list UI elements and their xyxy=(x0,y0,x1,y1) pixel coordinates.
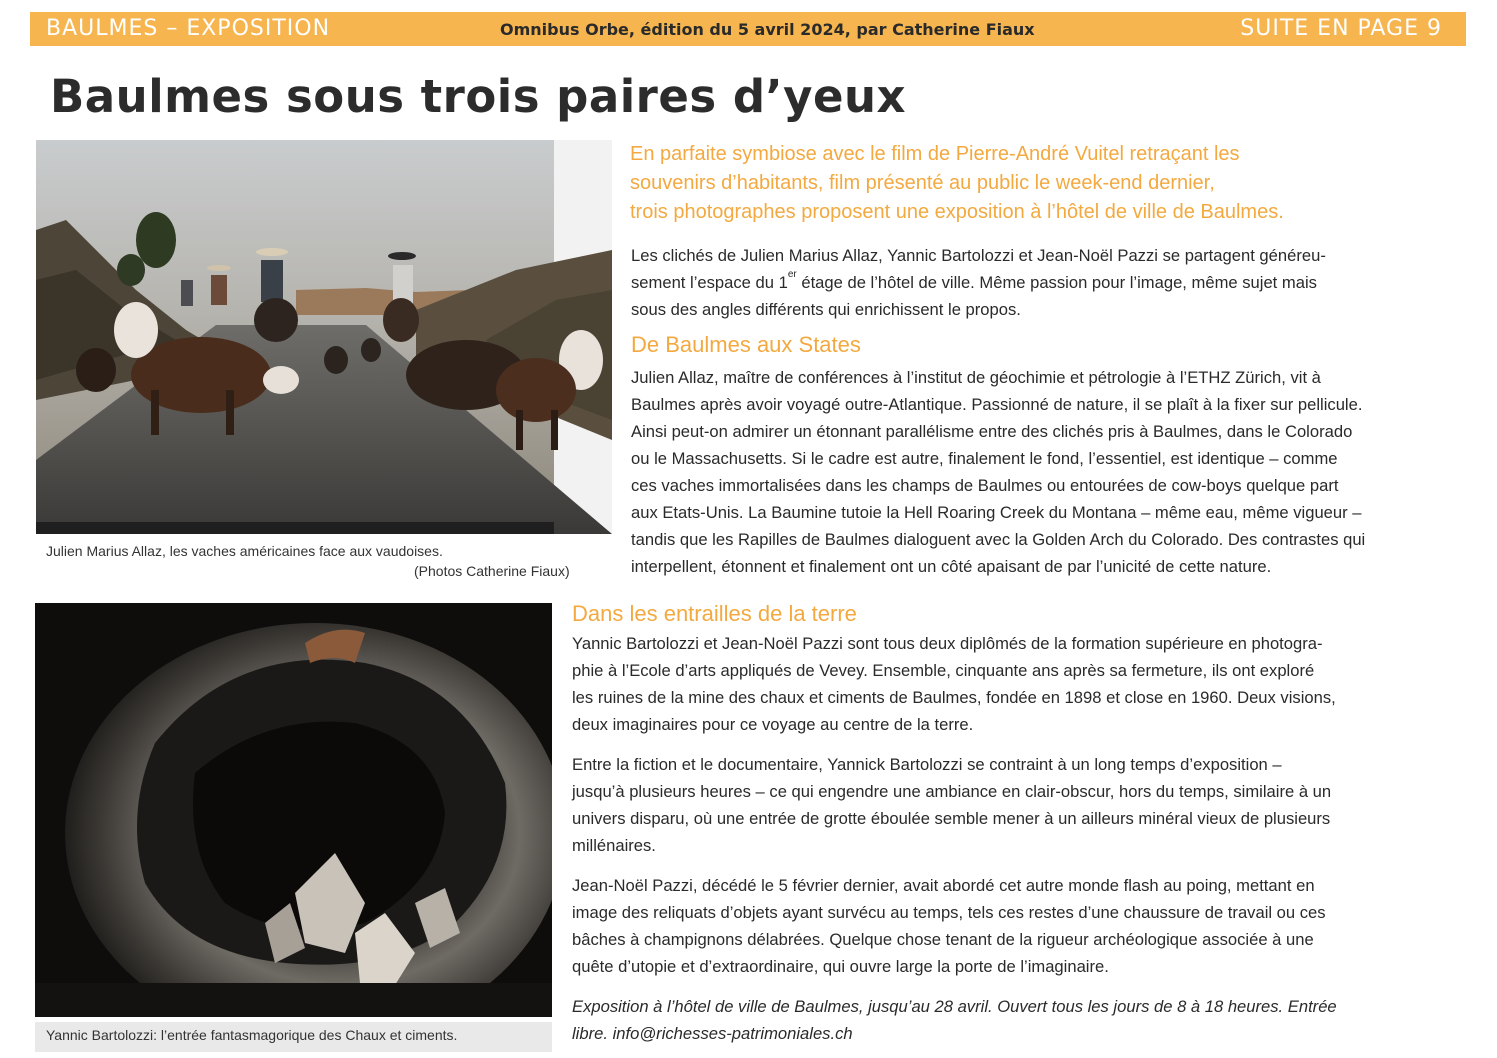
text-line: Jean-Noël Pazzi, décédé le 5 février dernier, avait abordé cet autre monde flash au poing, mettant en xyxy=(572,876,1315,895)
section1-heading: De Baulmes aux States xyxy=(631,332,861,357)
text-line: aux Etats-Unis. La Baumine tutoie la Hell Roaring Creek du Montana – même eau, même vigueur – xyxy=(631,503,1362,522)
photo1-caption: Julien Marius Allaz, les vaches américaines face aux vaudoises. xyxy=(46,543,443,559)
photo1-credit: (Photos Catherine Fiaux) xyxy=(414,563,570,579)
text-line: ou le Massachusetts. Si le cadre est autre, finalement le fond, l’essentiel, est identique – comme xyxy=(631,449,1338,468)
text-line: univers disparu, où une entrée de grotte éboulée semble mener à un ailleurs minéral vieux de plusieurs xyxy=(572,809,1331,828)
text-line: phie à l’Ecole d’arts appliqués de Vevey. Ensemble, cinquante ans après sa fermeture, ils ont exploré xyxy=(572,661,1315,680)
text-line: Yannic Bartolozzi et Jean-Noël Pazzi sont tous deux diplômés de la formation supérieure en photogra- xyxy=(572,634,1323,653)
text-line: interpellent, étonnent et finalement ont un côté apaisant de par l’unicité de cette nature. xyxy=(631,557,1272,576)
text-fragment: étage de l’hôtel de ville. Même passion pour l’image, même sujet mais xyxy=(796,273,1317,292)
section1-paragraph xyxy=(631,364,1365,580)
text-line: Baulmes après avoir voyagé outre-Atlantique. Passionné de nature, il se plaît à la fixer sur pellicule. xyxy=(631,395,1363,414)
section2-paragraph-1 xyxy=(572,630,1336,738)
ordinal-suffix: er xyxy=(787,269,797,280)
text-line: Les clichés de Julien Marius Allaz, Yannic Bartolozzi et Jean-Noël Pazzi se partagent généreu- xyxy=(631,246,1326,265)
text-line: quête d’utopie et d’extraordinaire, qui ouvre large la porte de l’imaginaire. xyxy=(572,957,1109,976)
lead-line: trois photographes proposent une exposition à l’hôtel de ville de Baulmes. xyxy=(630,201,1284,223)
exhibition-info xyxy=(572,993,1337,1047)
section-banner xyxy=(30,12,1466,46)
article-lead xyxy=(630,140,1470,227)
text-line: Ainsi peut-on admirer un étonnant parallélisme entre des clichés pris à Baulmes, dans le Colorado xyxy=(631,422,1353,441)
photo2-caption: Yannic Bartolozzi: l’entrée fantasmagorique des Chaux et ciments. xyxy=(46,1027,458,1043)
text-line: tandis que les Rapilles de Baulmes dialoguent avec la Golden Arch du Colorado. Des contrastes qui xyxy=(631,530,1366,549)
section-label: BAULMES – EXPOSITION xyxy=(46,16,331,41)
text-line: bâches à champignons délabrées. Quelque chose tenant de la rigueur archéologique associée à une xyxy=(572,930,1314,949)
publication-credit: Omnibus Orbe, édition du 5 avril 2024, par Catherine Fiaux xyxy=(500,20,1035,39)
text-line: Julien Allaz, maître de conférences à l’institut de géochimie et pétrologie à l’ETHZ Zürich, vit à xyxy=(631,368,1321,387)
text-line: image des reliquats d’objets ayant survécu au temps, tels ces restes d’une chaussure de travail ou ces xyxy=(572,903,1326,922)
text-line xyxy=(631,269,1326,296)
section2-paragraph-3 xyxy=(572,872,1326,980)
text-line: les ruines de la mine des chaux et ciments de Baulmes, fondée en 1898 et close en 1960. Deux visions, xyxy=(572,688,1336,707)
lead-line: En parfaite symbiose avec le film de Pierre-André Vuitel retraçant les xyxy=(630,143,1240,165)
lead-line: souvenirs d’habitants, film présenté au public le week-end dernier, xyxy=(630,172,1215,194)
section2-heading: Dans les entrailles de la terre xyxy=(572,601,857,626)
text-fragment: sement l’espace du 1 xyxy=(631,273,788,292)
text-line: ces vaches immortalisées dans les champs de Baulmes ou entourées de cow-boys quelque part xyxy=(631,476,1339,495)
text-line: millénaires. xyxy=(572,836,656,855)
intro-paragraph xyxy=(631,242,1326,323)
continued-label: SUITE EN PAGE 9 xyxy=(1240,16,1442,41)
section2-paragraph-2 xyxy=(572,751,1331,859)
text-line: Exposition à l’hôtel de ville de Baulmes, jusqu’au 28 avril. Ouvert tous les jours de 8 à 18 heures. Entrée xyxy=(572,997,1337,1016)
cattle-photo xyxy=(36,140,612,534)
text-line: Entre la fiction et le documentaire, Yannick Bartolozzi se contraint à un long temps d’exposition – xyxy=(572,755,1282,774)
text-line: jusqu’à plusieurs heures – ce qui engendre une ambiance en clair-obscur, hors du temps, similaire à un xyxy=(572,782,1332,801)
text-line: deux imaginaires pour ce voyage au centre de la terre. xyxy=(572,715,974,734)
cave-photo xyxy=(35,603,552,1017)
article-headline: Baulmes sous trois paires d’yeux xyxy=(50,70,907,123)
text-line: libre. info@richesses-patrimoniales.ch xyxy=(572,1024,853,1043)
text-line: sous des angles différents qui enrichissent le propos. xyxy=(631,300,1021,319)
